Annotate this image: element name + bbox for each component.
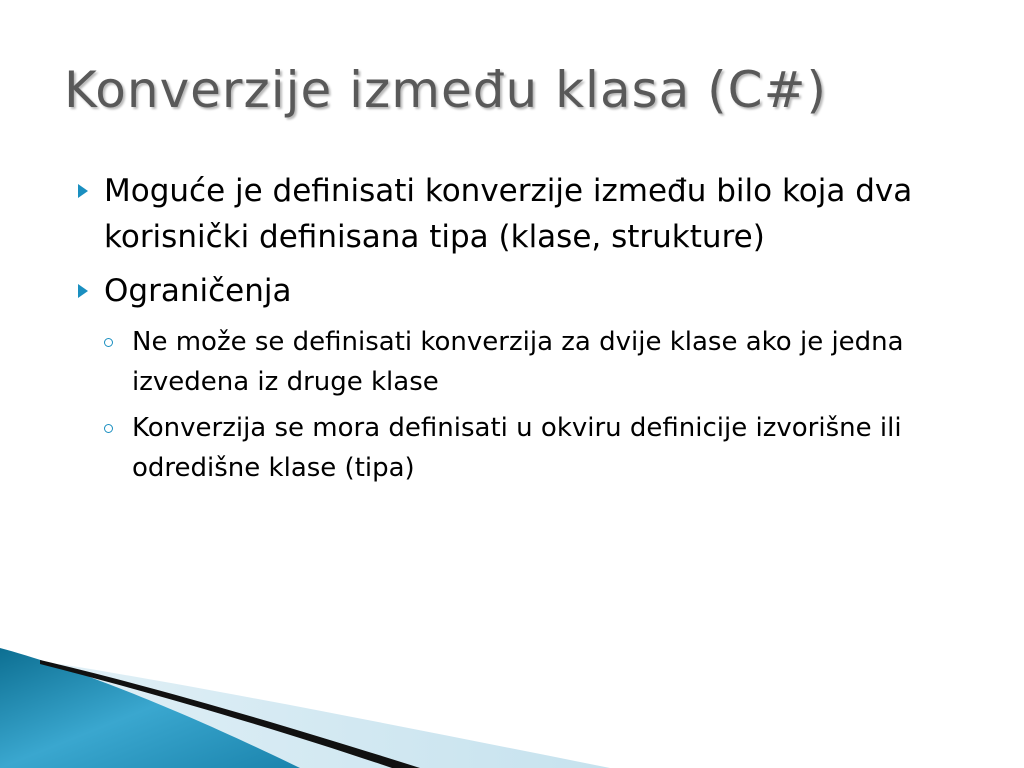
wave-black-stroke xyxy=(40,660,420,768)
slide-title: Konverzije između klasa (C#) xyxy=(64,61,827,119)
sub-bullet-item-2 xyxy=(104,408,972,488)
bullet-item-2 xyxy=(72,268,972,314)
slide-content xyxy=(72,168,972,494)
sub-bullet-item-1-text: Ne može se definisati konverzija za dvije klase ako je jedna izvedena iz druge klase xyxy=(132,327,904,397)
sub-bullet-item-2-text: Konverzija se mora definisati u okviru definicije izvorišne ili odredišne klase (tipa) xyxy=(132,413,902,483)
bullet-item-2-text: Ograničenja xyxy=(104,273,292,309)
bullet-item-1 xyxy=(72,168,972,260)
bullet-item-1-text: Moguće je definisati konverzije između bilo koja dva korisnički definisana tipa (klase, strukture) xyxy=(104,173,913,255)
circle-bullet-icon xyxy=(104,338,113,347)
circle-bullet-icon xyxy=(104,424,113,433)
sub-bullet-item-1 xyxy=(104,322,972,402)
wave-blue-band xyxy=(0,648,300,768)
triangle-bullet-icon xyxy=(78,284,88,298)
wave-light-band xyxy=(0,664,610,768)
triangle-bullet-icon xyxy=(78,184,88,198)
